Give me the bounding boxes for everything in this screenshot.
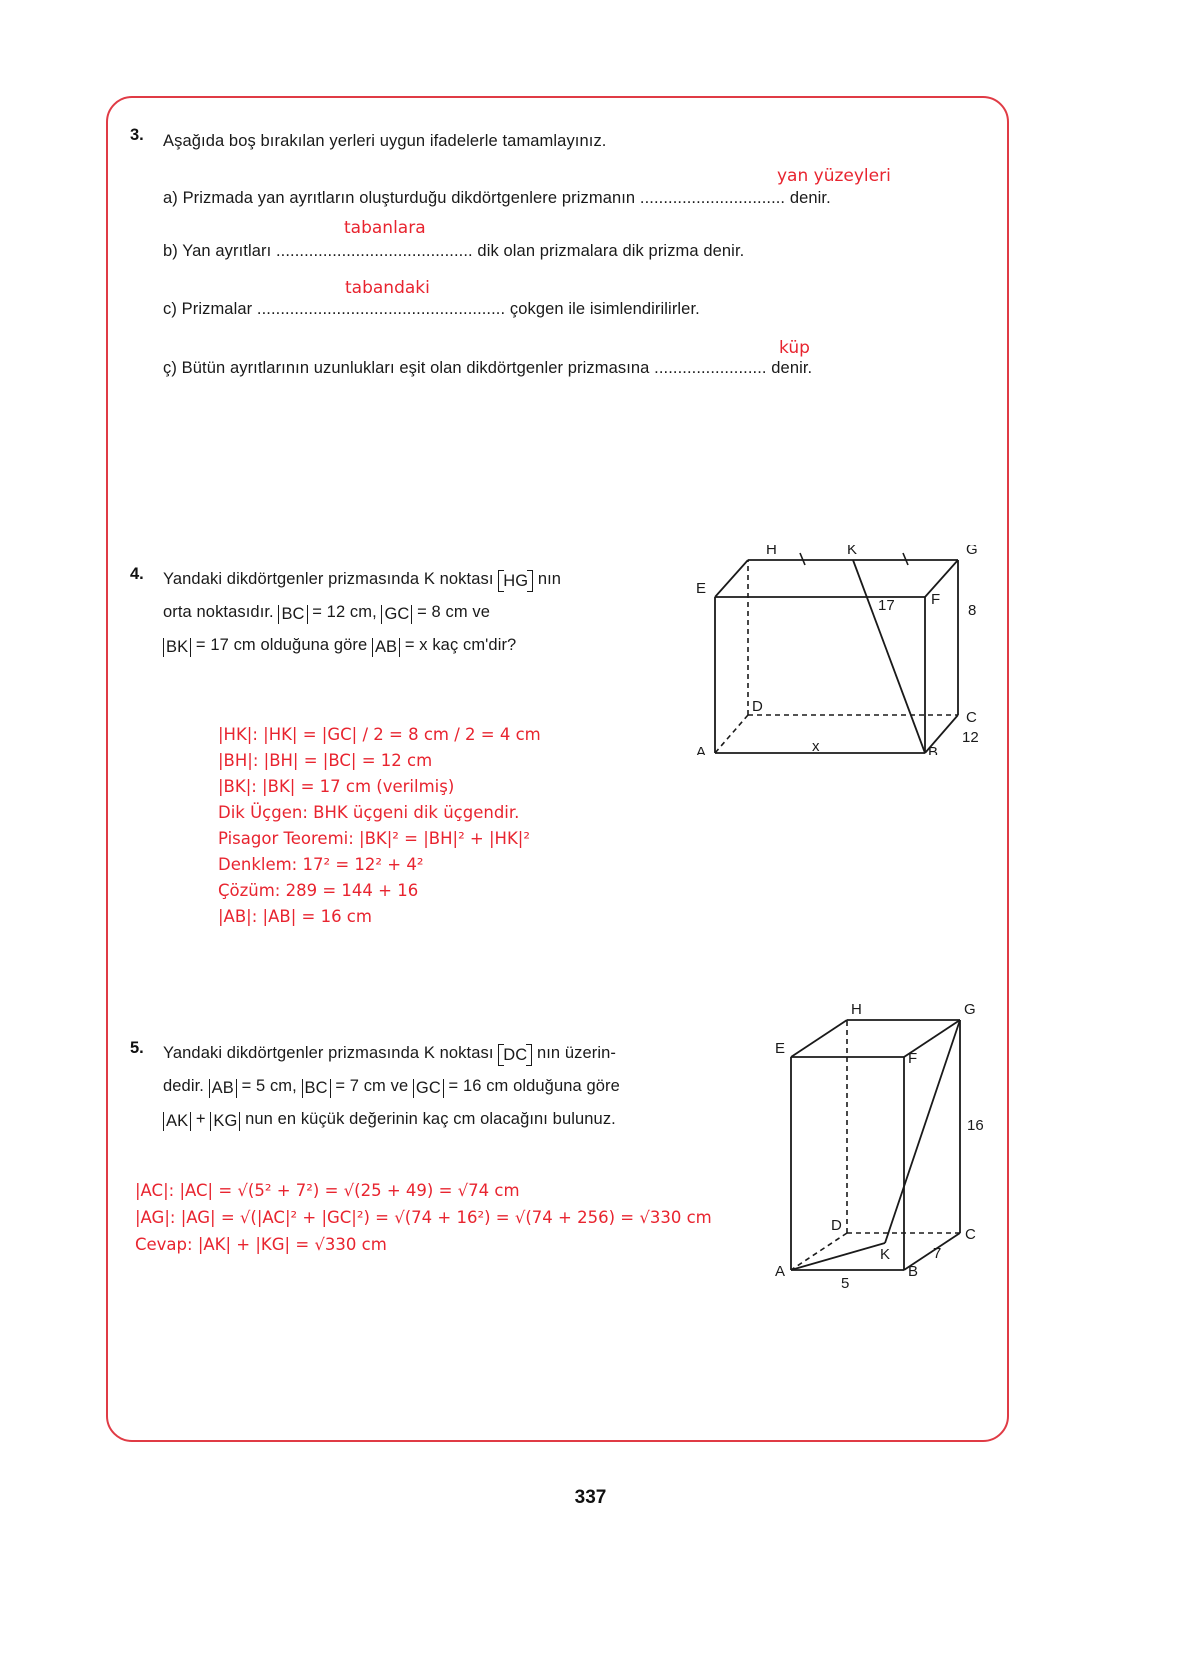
question-3-prompt: Aşağıda boş bırakılan yerleri uygun ifadelerle tamamlayınız. bbox=[163, 132, 607, 150]
vertex-label-k: K bbox=[847, 545, 858, 558]
q4-solution-line-4: Dik Üçgen: BHK üçgeni dik üçgendir. bbox=[218, 803, 520, 822]
question-5-line-1 bbox=[163, 1037, 616, 1070]
vertex-label-b: B bbox=[928, 744, 939, 755]
item-b-text-after: dik olan prizmalara dik prizma denir. bbox=[477, 242, 745, 260]
item-a-label: a) bbox=[163, 189, 178, 207]
measure5-label-7: 7 bbox=[933, 1245, 942, 1262]
item-c-text-before: Prizmalar bbox=[181, 300, 253, 318]
question-5-line-2 bbox=[163, 1070, 620, 1103]
q5-line1-text-b: nın üzerin- bbox=[536, 1044, 616, 1062]
q4-segment-hg: HG bbox=[498, 571, 533, 591]
vertex-label-d: D bbox=[752, 698, 763, 715]
q4-solution-line-3: |BK|: |BK| = 17 cm (verilmiş) bbox=[218, 777, 455, 796]
item-b-blank-dots: .......................................... bbox=[275, 242, 473, 260]
vertex-label-g: G bbox=[966, 545, 978, 558]
vertex-label-h: H bbox=[766, 545, 777, 558]
edge5-k-g bbox=[885, 1020, 960, 1243]
item-b-label: b) bbox=[163, 242, 178, 260]
q5-abs-bc: BC bbox=[302, 1079, 331, 1098]
measure-label-12: 12 bbox=[962, 729, 979, 746]
q5-line1-text-a: Yandaki dikdörtgenler prizmasında K noktası bbox=[163, 1044, 494, 1062]
item-b-answer: tabanlara bbox=[344, 218, 426, 238]
q4-line3-text-a: = 17 cm olduğuna göre bbox=[195, 636, 368, 654]
prism-4-svg bbox=[690, 545, 1010, 755]
q4-solution-line-2: |BH|: |BH| = |BC| = 12 cm bbox=[218, 751, 433, 770]
question-4-line-2 bbox=[163, 596, 490, 629]
q5-line3-plus: + bbox=[195, 1110, 206, 1128]
question-4-number: 4. bbox=[130, 565, 144, 583]
question-3-item-c-cedilla bbox=[163, 352, 812, 385]
q5-abs-ab: AB bbox=[209, 1079, 237, 1098]
vertex5-label-d: D bbox=[831, 1217, 842, 1234]
item-cc-text-before: Bütün ayrıtlarının uzunlukları eşit olan dikdörtgenler prizmasına bbox=[181, 359, 650, 377]
measure-label-x: x bbox=[812, 738, 820, 755]
q5-line2-text-b: = 5 cm, bbox=[241, 1077, 297, 1095]
edge-d-a bbox=[715, 715, 748, 753]
vertex5-label-c: C bbox=[965, 1226, 976, 1243]
item-cc-text-after: denir. bbox=[771, 359, 813, 377]
q4-abs-bk: BK bbox=[163, 638, 191, 657]
question-5-prism-diagram bbox=[775, 1000, 1005, 1300]
item-a-answer: yan yüzeyleri bbox=[777, 166, 891, 186]
item-a-text-before: Prizmada yan ayrıtların oluşturduğu dikdörtgenlere prizmanın bbox=[182, 189, 636, 207]
item-cc-answer: küp bbox=[779, 338, 810, 358]
vertex-label-e: E bbox=[696, 580, 707, 597]
question-3-item-a bbox=[163, 182, 831, 215]
edge5-h-e bbox=[791, 1020, 847, 1057]
q5-solution-line-2: |AG|: |AG| = √(|AC|² + |GC|²) = √(74 + 16²) = √(74 + 256) = √330 cm bbox=[135, 1208, 712, 1227]
item-cc-blank-dots: ........................ bbox=[654, 359, 767, 377]
vertex-label-c: C bbox=[966, 709, 977, 726]
vertex-label-a: A bbox=[696, 744, 707, 755]
question-3-item-b bbox=[163, 235, 744, 268]
q4-line2-text-c: = 8 cm ve bbox=[417, 603, 491, 621]
measure-label-17: 17 bbox=[878, 597, 895, 614]
vertex5-label-b: B bbox=[908, 1263, 919, 1280]
vertex5-label-h: H bbox=[851, 1001, 862, 1018]
q4-solution-line-7: Çözüm: 289 = 144 + 16 bbox=[218, 881, 419, 900]
q5-line3-text-b: nun en küçük değerinin kaç cm olacağını bulunuz. bbox=[245, 1110, 616, 1128]
edge-g-f bbox=[925, 560, 958, 597]
q4-line2-text-a: orta noktasıdır. bbox=[163, 603, 274, 621]
q4-solution-line-6: Denklem: 17² = 12² + 4² bbox=[218, 855, 424, 874]
edge-k-b-diagonal bbox=[853, 560, 925, 753]
q5-line2-text-d: = 16 cm olduğuna göre bbox=[448, 1077, 620, 1095]
vertex5-label-k: K bbox=[880, 1246, 891, 1263]
item-c-blank-dots: ..................................................... bbox=[256, 300, 506, 318]
q4-solution-line-5: Pisagor Teoremi: |BK|² = |BH|² + |HK|² bbox=[218, 829, 530, 848]
vertex-label-f: F bbox=[931, 591, 941, 608]
q4-solution-line-1: |HK|: |HK| = |GC| / 2 = 8 cm / 2 = 4 cm bbox=[218, 725, 541, 744]
question-4-line-1 bbox=[163, 563, 561, 596]
q4-line1-text-a: Yandaki dikdörtgenler prizmasında K noktası bbox=[163, 570, 494, 588]
measure-label-8: 8 bbox=[968, 602, 977, 619]
q4-abs-gc: GC bbox=[381, 605, 412, 624]
prism-5-svg bbox=[775, 1000, 1005, 1300]
item-cc-label: ç) bbox=[163, 359, 177, 377]
item-c-label: c) bbox=[163, 300, 177, 318]
item-c-answer: tabandaki bbox=[345, 278, 430, 298]
q5-abs-ak: AK bbox=[163, 1112, 191, 1131]
q4-line2-text-b: = 12 cm, bbox=[312, 603, 377, 621]
item-a-text-after: denir. bbox=[789, 189, 831, 207]
item-b-text-before: Yan ayrıtları bbox=[182, 242, 272, 260]
q5-segment-dc: DC bbox=[498, 1045, 532, 1065]
question-4-line-3 bbox=[163, 629, 516, 662]
q4-abs-bc: BC bbox=[278, 605, 307, 624]
vertex5-label-f: F bbox=[908, 1050, 918, 1067]
q5-line2-text-c: = 7 cm ve bbox=[335, 1077, 409, 1095]
q5-line2-text-a: dedir. bbox=[163, 1077, 204, 1095]
edge5-a-k bbox=[791, 1243, 885, 1270]
edge5-d-a bbox=[791, 1233, 847, 1270]
question-3-number: 3. bbox=[130, 126, 144, 144]
vertex5-label-g: G bbox=[964, 1001, 976, 1018]
tick-hk bbox=[800, 553, 805, 565]
edge-h-e bbox=[715, 560, 748, 597]
q4-abs-ab: AB bbox=[372, 638, 400, 657]
question-4-prism-diagram bbox=[690, 545, 1010, 755]
q4-line3-text-b: = x kaç cm'dir? bbox=[404, 636, 517, 654]
measure5-label-16: 16 bbox=[967, 1117, 984, 1134]
measure5-label-5: 5 bbox=[841, 1275, 850, 1292]
question-5-line-3 bbox=[163, 1103, 616, 1136]
question-5-number: 5. bbox=[130, 1039, 144, 1057]
item-a-blank-dots: ............................... bbox=[639, 189, 786, 207]
question-3-item-c bbox=[163, 293, 700, 326]
tick-kg bbox=[903, 553, 908, 565]
item-c-text-after: çokgen ile isimlendirilirler. bbox=[509, 300, 700, 318]
q4-line1-text-b: nın bbox=[537, 570, 562, 588]
q5-solution-line-1: |AC|: |AC| = √(5² + 7²) = √(25 + 49) = √74 cm bbox=[135, 1181, 520, 1200]
vertex5-label-e: E bbox=[775, 1040, 786, 1057]
q4-solution-line-8: |AB|: |AB| = 16 cm bbox=[218, 907, 372, 926]
q5-solution-line-3: Cevap: |AK| + |KG| = √330 cm bbox=[135, 1235, 387, 1254]
page-number: 337 bbox=[574, 1487, 607, 1508]
q5-abs-gc: GC bbox=[413, 1079, 444, 1098]
vertex5-label-a: A bbox=[775, 1263, 786, 1280]
q5-abs-kg: KG bbox=[210, 1112, 240, 1131]
